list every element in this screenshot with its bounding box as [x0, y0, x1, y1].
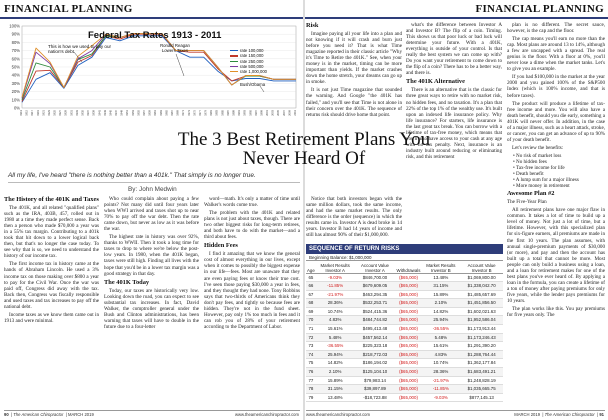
table-row [306, 325, 503, 334]
table-header-cell: Age [306, 261, 316, 273]
table-cell: -11.85% [421, 385, 460, 394]
section-heading-awesome-plan-2: Awesome Plan #2 [507, 190, 555, 198]
x-tick-label: 1995 [249, 110, 253, 116]
table-row [306, 282, 503, 291]
x-tick-label: 1933 [75, 110, 79, 116]
table-cell: 77 [306, 376, 316, 385]
benefit-list-item: • No hidden fees [513, 158, 547, 165]
paragraph: Today, our taxes are historically very low. Looking down the road, you can expect to see substantial tax increases. In fact, David Walker, the comptroller general under the Bush and Clinton administrations, has been warning that taxes will have to double in the future due to a four-letter [104, 287, 199, 330]
sequence-table [306, 261, 503, 402]
table-cell: ($65,000) [396, 282, 422, 291]
x-tick-label: 1991 [238, 110, 242, 116]
table-cell: $484,744.82 [354, 316, 395, 325]
table-row [306, 376, 503, 385]
article-column-2 [104, 196, 199, 408]
table-cell: 4.83% [316, 316, 355, 325]
table-row [306, 368, 503, 377]
y-tick-label: 80% [11, 39, 20, 45]
table-cell: $877,145.13 [460, 393, 503, 402]
benefit-list-item: • Tax-free income for life [513, 165, 565, 172]
table-row [306, 273, 503, 282]
article-column-3-top [204, 22, 300, 128]
table-row [306, 342, 503, 351]
page-number-left: 90 [4, 412, 9, 417]
legend-label: rate 100,000 [240, 48, 264, 54]
table-header-cell: Account Value Investor B [460, 261, 503, 273]
magazine-name-left: The American Chiropractor [13, 412, 64, 417]
table-cell: $1,952,586.04 [460, 316, 503, 325]
table-body [306, 273, 503, 402]
paragraph: The 401K, and all related "qualified plans" such as the IRA, 403B, 457, rolled out in 1980 at a time they made perfect sense. Back then a person who made $70,000 a year was in a 55% tax margin. Contributing to a 401k took that hit down to a lower logical back then, but that's no longer the case today. To see why that is so, we need to understand the history of our income tax. [4, 205, 99, 260]
section-heading-history: The History of the 401K and Taxes [4, 196, 99, 203]
footer-url-right: www.theamericanchiropractor.com [306, 412, 371, 417]
table-cell: $1,291,390.20 [460, 342, 503, 351]
left-page [0, 0, 303, 420]
issue-date-right: MARCH 2019 [514, 412, 541, 417]
table-cell: -9.03% [316, 273, 355, 282]
table-cell: -$18,723.88 [354, 393, 395, 402]
table-row [306, 333, 503, 342]
article-column-5 [507, 22, 605, 408]
table-cell: -9.03% [421, 393, 460, 402]
section-rule-left [0, 17, 303, 19]
chart-annotation-bush-obama: Bush/Obama [240, 82, 266, 87]
table-cell: 31.15% [421, 282, 460, 291]
table-header-cell: Market Results Investor B [421, 261, 460, 273]
y-tick-label: 0% [13, 105, 20, 111]
x-tick-label: 1957 [143, 110, 147, 116]
paragraph: All retirement plans have one major flaw in common. It takes a lot of time to build up a level of money. Not just a lot of time, but a lifetime. However, with this specialized plan for six-figure earners, all premiums are made in the first 10 years. The plan assumes, with annual single-premium payments of $30,000 (or more), and pay and then the account has built up a total that cannot be more. Most people can only build a business using a loan, and a loan for retirement makes for one of the best plans you've ever heard of. By applying a loan in the formula, you can create a lifetime of a ton of money after paying premiums for only five years, while the lender pays premiums for 10 years. [507, 207, 605, 304]
table-header-cell: Withdrawals [396, 261, 422, 273]
table-cell: 13.48% [421, 273, 460, 282]
table-cell: $846,700.00 [354, 273, 395, 282]
table-cell: -21.97% [421, 376, 460, 385]
footer-right: MARCH 2019 | The American Chiropractor | 91 [514, 412, 604, 417]
paragraph: The plan works like this. You pay premiums for five years only. The [507, 306, 605, 319]
table-cell: $1,173,913.44 [460, 325, 503, 334]
headline-line-1: The 3 Best Retirement Plans You [177, 129, 431, 150]
table-cell: 70 [306, 316, 316, 325]
x-tick-label: 1973 [187, 110, 191, 116]
x-tick-label: 1943 [103, 110, 107, 116]
x-tick-label: 1953 [131, 110, 135, 116]
table-cell: 71 [306, 325, 316, 334]
section-rule-right [305, 17, 608, 19]
table-cell: 14.82% [316, 359, 355, 368]
paragraph: what's the difference between Investor A and Investor B? The flip of a coin. Timing. This shows us that poor luck or bad luck will determine your future. With a 401K, everything is outside of your control. Is that really the best system we can come up with? Do you want your retirement to come down to the flip of a coin? There has to be a better way, and there is. [406, 22, 502, 77]
footer-rule-left [4, 410, 300, 411]
table-cell: $218,772.03 [354, 350, 395, 359]
section-heading-401k-alternative: The 401K Alternative [406, 78, 465, 86]
article-column-3 [204, 196, 300, 408]
table-cell: 10.74% [316, 307, 355, 316]
table-cell: 78 [306, 385, 316, 394]
x-tick-label: 2003 [271, 110, 275, 116]
y-tick-label: 70% [11, 48, 20, 54]
table-cell: 79 [306, 393, 316, 402]
table-cell: -36.55% [421, 325, 460, 334]
benefit-list-item: • More money in retirement [513, 183, 570, 190]
table-row [306, 385, 503, 394]
table-cell: 74 [306, 350, 316, 359]
paragraph: Imagine paying all your life into a plan and not knowing if it will crash and burn just before you need it? That is what Time magazine reported in their classic article "Why it's Time to Retire the 401K." See, when your money is in the market, timing can be more important than yields. If the market crashes down the home stretch, your dreams can go up in smoke. [306, 31, 402, 86]
table-cell: 2.10% [316, 368, 355, 377]
table-cell: ($65,000) [396, 307, 422, 316]
x-tick-label: 1961 [154, 110, 158, 116]
chart-annotation-reagan: Ronald Reagan Lowers Taxes [160, 43, 190, 53]
x-tick-label: 2007 [282, 110, 286, 116]
x-tick-label: 1927 [59, 110, 63, 116]
x-tick-label: 1967 [170, 110, 174, 116]
table-cell: ($65,000) [396, 325, 422, 334]
y-tick-label: 50% [11, 64, 20, 70]
paragraph: If you had $100,000 in the market at the year 2000 and you gained 100% of the S&P500 Index (which is 100% income, and that is before taxes). [507, 74, 605, 99]
x-tick-label: 1975 [193, 110, 197, 116]
sequence-of-returns-table [306, 244, 503, 402]
x-tick-label: 1963 [159, 110, 163, 116]
table-cell: ($65,000) [396, 359, 422, 368]
table-cell: 28.36% [316, 299, 355, 308]
table-row [306, 299, 503, 308]
x-tick-label: 1989 [232, 110, 236, 116]
table-cell: $1,035,665.75 [460, 385, 503, 394]
x-tick-label: 1923 [47, 110, 51, 116]
x-tick-label: 2005 [277, 110, 281, 116]
table-cell: ($65,000) [396, 290, 422, 299]
table-cell: $495,413.48 [354, 325, 395, 334]
paragraph: The cap means you'll earn no more than the cap. Most plans are around 13 to 14%, although a few are uncapped with a spread. The real genius is the floor. With a floor at 0%, you'll never lose a dime when the market tanks. Let's to give you an example. [507, 36, 605, 73]
x-tick-label: 1985 [221, 110, 225, 116]
table-cell: $1,683,491.21 [460, 368, 503, 377]
x-tick-label: 1971 [182, 110, 186, 116]
table-cell: ($65,000) [396, 342, 422, 351]
section-label-left: FINANCIAL PLANNING [4, 3, 133, 15]
chart-title: Federal Tax Rates 1913 - 2011 [88, 30, 222, 41]
table-cell: $524,415.36 [354, 307, 395, 316]
paragraph: The problem with the 401K and related plans is not just about taxes, though. There are two other biggest risks for long-term retirees, and both have to do with the market—and a third about fees. [204, 210, 300, 241]
table-cell: 10.74% [421, 359, 460, 368]
deck-rule [8, 182, 300, 183]
table-cell: -21.97% [316, 290, 355, 299]
paragraph: I find it amazing that we know the general cost of almost everything in our lives, except when it comes to possibly the biggest expense in our life—fees. Most are unaware that they are even paying fees or know their true cost. I've seen those paying $30,000 a year in fees, and they thought they had none. Tony Robbins says that two-thirds of Americans think they don't pay fees, and tightly so because fees are hidden. They're not in the fund sheet. However, pay only 1% too much in fees and it can rob you of 28% of your retirement according to the Department of Labor. [204, 251, 300, 330]
table-header-row [306, 261, 503, 273]
byline: By: John Medwin [128, 186, 177, 193]
table-cell: ($65,000) [396, 385, 422, 394]
table-cell: 5.48% [316, 333, 355, 342]
paragraph: plan is no different. The secret sauce, however, is the cap and the floor. [507, 22, 605, 35]
x-tick-label: 1965 [165, 110, 169, 116]
benefit-list-item: • A lump sum for a major illness [513, 177, 579, 184]
table-cell: 4.83% [421, 350, 460, 359]
section-heading-hidden-fees: Hidden Fees [204, 242, 238, 250]
table-cell: 66 [306, 282, 316, 291]
table-header-cell: Market Results Investor A [316, 261, 355, 273]
x-tick-label: 1931 [70, 110, 74, 116]
table-cell: $1,069,800.00 [460, 273, 503, 282]
table-header-cell: Account Value Investor A [354, 261, 395, 273]
chart-annotation-debt: This is how we used to pay our nation's debt [48, 44, 112, 55]
benefit-list-item: • No risk of market loss [513, 152, 562, 159]
x-tick-label: 1977 [198, 110, 202, 116]
paragraph: It is not just Time magazine that sounded the warning. And Google "the 401K has failed," and you'll see that Time is not alone in their concern over the 401K. The sequence of returns risk should drive home that point. [306, 87, 402, 118]
y-tick-label: 60% [11, 56, 20, 62]
footer-left: 90 | The American Chiropractor | MARCH 2019 [4, 412, 94, 417]
table-cell: ($65,000) [396, 333, 422, 342]
table-cell: $79,983.14 [354, 376, 395, 385]
x-tick-label: 1945 [109, 110, 113, 116]
table-cell: $457,562.14 [354, 333, 395, 342]
article-deck: All my life, I've heard "there is nothing better than a 401k." That simply is no longer true. [8, 172, 256, 179]
table-cell: $125,104.10 [354, 368, 395, 377]
table-cell: 14.82% [421, 307, 460, 316]
x-tick-label: 1959 [148, 110, 152, 116]
table-cell: 28.36% [421, 368, 460, 377]
x-tick-label: 1993 [243, 110, 247, 116]
x-tick-label: 1997 [254, 110, 258, 116]
x-tick-label: 1999 [260, 110, 264, 116]
table-cell: -36.55% [316, 342, 355, 351]
x-tick-label: 1941 [98, 110, 102, 116]
table-cell: $225,323.18 [354, 342, 395, 351]
table-cell: 15.89% [316, 376, 355, 385]
legend-label: rate 250,000 [240, 58, 264, 64]
x-tick-label: 1937 [87, 110, 91, 116]
table-cell: $1,602,021.63 [460, 307, 503, 316]
y-tick-label: 100% [9, 23, 20, 29]
magazine-name-right: The American Chiropractor [544, 412, 595, 417]
x-tick-label: 1981 [210, 110, 214, 116]
x-tick-label: 1983 [215, 110, 219, 116]
table-cell: ($65,000) [396, 376, 422, 385]
footer-url-left: www.theamericanchiropractor.com [234, 412, 299, 417]
table-cell: ($65,000) [396, 350, 422, 359]
table-cell: $1,485,657.69 [460, 290, 503, 299]
y-tick-label: 90% [11, 31, 20, 37]
x-tick-label: 1969 [176, 110, 180, 116]
table-cell: ($65,000) [396, 299, 422, 308]
section-label-right: FINANCIAL PLANNING [475, 3, 604, 15]
table-cell: $1,173,246.43 [460, 333, 503, 342]
subheading: The Five-Year Plan [507, 199, 547, 206]
table-cell: 72 [306, 333, 316, 342]
table-cell: 15.61% [316, 325, 355, 334]
x-tick-label: 1949 [120, 110, 124, 116]
legend-label: rate 150,000 [240, 53, 264, 59]
table-row [306, 290, 503, 299]
table-cell: $1,338,042.70 [460, 282, 503, 291]
table-row [306, 307, 503, 316]
paragraph: Let's review the benefits: [512, 144, 564, 151]
table-cell: 73 [306, 342, 316, 351]
table-title: SEQUENCE OF RETURN RISKS [306, 244, 503, 254]
table-cell: 13.48% [316, 393, 355, 402]
table-cell: ($65,000) [396, 393, 422, 402]
section-heading-risk: Risk [306, 22, 319, 29]
x-tick-label: 1979 [204, 110, 208, 116]
table-cell: 25.94% [316, 350, 355, 359]
table-row [306, 359, 503, 368]
table-cell: 65 [306, 273, 316, 282]
table-cell: $532,253.71 [354, 299, 395, 308]
paragraph: There is an alternative that is the classic for three great ways to retire with no market risk, no hidden fees, and no taxation. It's a plan that 22% of the top 1% of the wealthy use. It's built upon an indexed life insurance policy. Why life insurance? For starters, life insurance is the last great tax break. You can borrow with a lifetime of tax-free money, which means that you'll also have access to your cash at any age with no tax penalty. Next, insurance is an industry built around reducing or eliminating risk, and this retirement [406, 87, 502, 160]
article-column-risk-lower [306, 196, 402, 242]
x-tick-label: 1925 [53, 110, 57, 116]
article-headline [0, 130, 608, 168]
table-row [306, 350, 503, 359]
headline-line-2: Never Heard Of [242, 148, 366, 169]
paragraph: word—math. It's only a matter of time until Walker's words come true. [204, 196, 300, 209]
x-tick-label: 1929 [64, 110, 68, 116]
x-tick-label: 1915 [25, 110, 29, 116]
table-row [306, 316, 503, 325]
x-tick-label: 1947 [115, 110, 119, 116]
table-cell: 15.89% [421, 290, 460, 299]
table-cell: $1,451,856.50 [460, 299, 503, 308]
table-cell: 25.94% [421, 316, 460, 325]
x-tick-label: 2009 [288, 110, 292, 116]
issue-date-left: MARCH 2019 [67, 412, 94, 417]
table-cell: 31.15% [316, 385, 355, 394]
table-cell: $1,288,764.44 [460, 350, 503, 359]
table-cell: $1,362,177.84 [460, 359, 503, 368]
page-number-right: 91 [599, 412, 604, 417]
table-row [306, 393, 503, 402]
table-cell: 2.10% [421, 299, 460, 308]
table-cell: ($65,000) [396, 368, 422, 377]
y-tick-label: 30% [11, 80, 20, 86]
x-tick-label: 2011 [294, 110, 297, 116]
y-tick-label: 40% [11, 72, 20, 78]
table-cell: $463,294.35 [354, 290, 395, 299]
x-tick-label: 1913 [20, 110, 23, 116]
y-tick-label: 20% [11, 89, 20, 95]
section-heading-401k-today: The 401K Today [104, 278, 150, 286]
table-cell: $186,194.02 [354, 359, 395, 368]
x-tick-label: 2001 [266, 110, 270, 116]
table-cell: 76 [306, 368, 316, 377]
paragraph: The first income tax in history came at the hands of Abraham Lincoln. He used a 3% income tax on those making over $800 a year to pay for the Civil War. Once the war was paid off, Congress did away with the tax. Back then, Congress was fiscally responsible and used taxes and tax increases to pay off the national debt. [4, 261, 99, 310]
footer-rule-right [306, 410, 605, 411]
table-cell: 67 [306, 290, 316, 299]
paragraph: Who could complain about paying a few points? Not many did until four years later when WWI arrived and taxes shot up to near 70% to pay off the war debt. Then the rate came down, but never as low as it was before the war. [104, 196, 199, 233]
x-tick-label: 1951 [126, 110, 130, 116]
right-page [305, 0, 608, 420]
paragraph: The highest rate in history was over 92%, thanks to WWII. Then it took a long time for taxes to drop to where we're below the post-low years. In 1980, when the 401K began, taxes were still high. Finding all lives with the hope that you'd be in a lower tax margin was a good strategy in that day. [104, 234, 199, 277]
table-cell: 68 [306, 299, 316, 308]
paragraph: The product will produce a lifetime of tax-free income and more. You will also have a death benefit, should you die early, something a 401K will never offer. In addition, in the case of a major illness, such as a heart attack, stroke, or cancer, you can get an advance of up to 90% of your death benefit. [507, 100, 605, 143]
table-cell: $1,248,828.19 [460, 376, 503, 385]
table-cell: $679,609.05 [354, 282, 395, 291]
table-cell: ($65,000) [396, 316, 422, 325]
table-cell: 5.48% [421, 333, 460, 342]
x-tick-label: 1921 [42, 110, 46, 116]
table-cell: $39,897.89 [354, 385, 395, 394]
table-cell: ($65,000) [396, 273, 422, 282]
x-tick-label: 1935 [81, 110, 85, 116]
table-cell: 69 [306, 307, 316, 316]
x-tick-label: 1955 [137, 110, 141, 116]
table-cell: -11.85% [316, 282, 355, 291]
legend-label: rate 1,000,000 [240, 69, 268, 75]
article-column-1 [4, 196, 99, 408]
table-cell: 15.61% [421, 342, 460, 351]
table-cell: 75 [306, 359, 316, 368]
legend-label: rate 500,000 [240, 64, 264, 70]
paragraph: Notice that both investors began with the same million dollars, took the same income, and had the same market results. The only difference is the order (sequence) in which the results came in. Investor A is dead broke in 14 years. Investor B had 14 years of income and still has almost 90% of their $1,000,000. [306, 196, 402, 239]
x-tick-label: 1987 [226, 110, 230, 116]
x-tick-label: 1917 [31, 110, 35, 116]
x-tick-label: 1939 [92, 110, 96, 116]
paragraph: Income taxes as we know them came out in 1913 and were minimal. [4, 311, 99, 324]
benefit-list-item: • Death benefit [513, 171, 544, 178]
table-beginning-balance: Beginning Balance: $1,000,000 [306, 254, 503, 261]
article-column-risk [306, 22, 402, 128]
y-tick-label: 10% [11, 97, 20, 103]
x-tick-label: 1919 [36, 110, 40, 116]
